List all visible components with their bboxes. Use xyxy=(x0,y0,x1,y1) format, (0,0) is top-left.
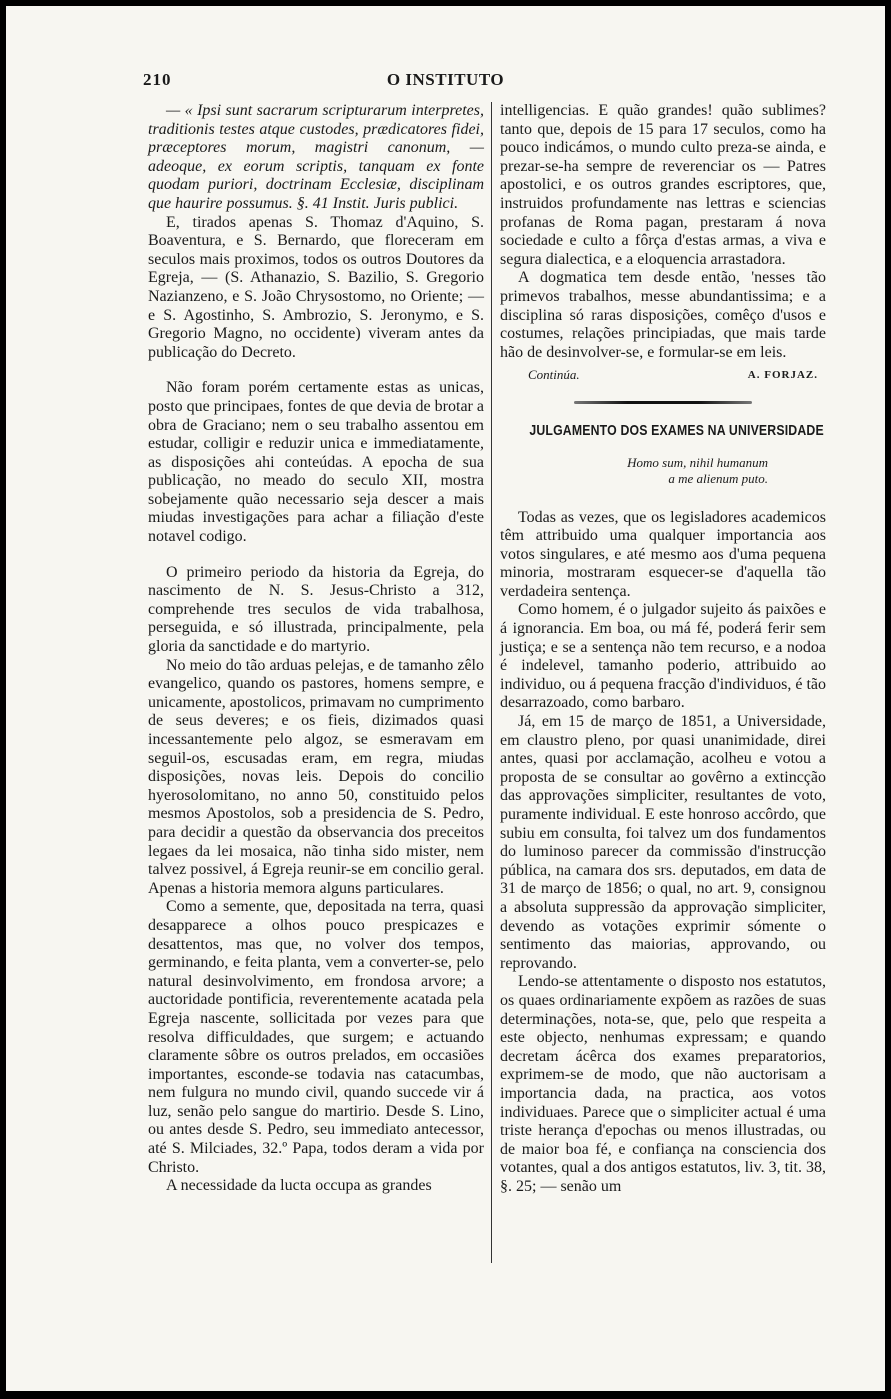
page-header xyxy=(6,64,885,94)
continued-label: Continúa. xyxy=(528,367,580,383)
epigraph-line: a me alienum puto. xyxy=(668,470,768,486)
epigraph xyxy=(500,455,768,487)
paragraph-necessity: A necessidade da lucta occupa as grandes xyxy=(166,1177,432,1195)
paragraph-legislators: Todas as vezes, que os legisladores academicos têm attribuido uma qualquer importancia aos votos singulares, e até mesmo aos d'uma pequena minoria, mostraram esquecer-se d'aquella tão verdadeira sentença. xyxy=(500,508,826,600)
column-divider xyxy=(491,102,492,1263)
paragraph-judge: Como homem, é o julgador sujeito ás paixões e á ignorancia. Em boa, ou má fé, poderá ferir sem justiça; e se a sentença não tem recurso, e a nodoa é indelevel, tamanho poderio, attribuido ao individuo, ou á pequena fracção d'individuos, é tão desarrazoado, como barbaro. xyxy=(500,601,826,712)
latin-quotation: — « Ipsi sunt sacrarum scripturarum interpretes, traditionis testes atque custodes, prædicatores fidei, præceptores morum, magistri canonum, — adeoque, ex eorum scriptis, tanquam ex fonte quodam puriori, doctrinam Ecclesiæ, disciplinam que haurire possumus. §. 41 Instit. Juris publici. xyxy=(148,102,484,212)
paragraph-statutes: Lendo-se attentamente o disposto nos estatutos, os quaes ordinariamente expõem as razões de suas determinações, nota-se, que, pelo que respeita a este objecto, nenhumas expressam; e quando decretam ácêrca dos exames preparatorios, exprimem-se de modo, que não auctorisam a importancia dada, na practica, aos votos individuaes. Parece que o simpliciter actual é uma triste herança d'epochas ou menos illustradas, ou de maior boa fé, e confiança na consciencia dos votantes, qual a dos antigos estatutos, liv. 3, tit. 38, §. 25; — senão um xyxy=(500,973,826,1195)
author-signature: A. FORJAZ. xyxy=(747,369,818,382)
paragraph-doctors: E, tirados apenas S. Thomaz d'Aquino, S. Boaventura, e S. Bernardo, que floreceram em seculos mais proximos, todos os outros Doutores da Egreja, — (S. Athanazio, S. Bazilio, S. Gregorio Nazianzeno, e S. João Chrysostomo, no Oriente; — e S. Agostinho, S. Ambrozio, S. Jeronymo, e S. Gregorio Magno, no occidente) viveram antes da publicação do Decreto. xyxy=(148,213,484,361)
running-title: O INSTITUTO xyxy=(386,70,505,89)
paragraph-seed: Como a semente, que, depositada na terra, quasi desapparece a olhos pouco prespicazes e desattentos, mas que, no volver dos tempos, germinando, e feita planta, vem a converter-se, pelo natural desinvolvimento, em frondosa arvore; a auctoridade pontificia, reverentemente acatada pela Egreja nascente, sollicitada por vezes para que resolva difficuldades, que surgem; e actuando claramente sôbre os outros prelados, em occasiões importantes, esconde-se todavia nas catacumbas, nem fulgura no mundo civil, quando succede vir á luz, senão pelo sangue do martirio. Desde S. Lino, ou antes desde S. Pedro, seu immediato antecessor, até S. Milciades, 32.º Papa, todos deram a vida por Christo. xyxy=(148,898,484,1176)
paragraph-first-period: O primeiro periodo da historia da Egreja, do nascimento de N. S. Jesus-Christo a 312, comprehende tres seculos de vida trabalhosa, perseguida, e só illustrada, principalmente, pela gloria da sanctidade e do martyrio. xyxy=(148,563,484,656)
signature-line xyxy=(500,366,826,385)
paragraph-dogmatica: A dogmatica tem desde então, 'nesses tão primevos trabalhos, messe abundantissima; e a disciplina só raras disposições, comêço d'usos e costumes, relações principiadas, que mais tarde hão de desinvolver-se, e formular-se em leis. xyxy=(500,269,826,361)
page-number: 210 xyxy=(143,70,172,89)
paragraph-sources: Não foram porém certamente estas as unicas, posto que principaes, fontes de que devia de brotar a obra de Graciano; nem o seu trabalho assentou em estudar, colligir e reduzir unica e immediatamente, as disposições ahi conteúdas. A epocha de sua publicação, no meado do seculo XII, mostra sobejamente quão necessario seja descer a mais miudas investigações para achar a filiação d'este notavel codigo. xyxy=(148,379,484,546)
newspaper-page xyxy=(6,6,885,1391)
epigraph-line: Homo sum, nihil humanum xyxy=(627,454,768,470)
paragraph-struggles: No meio do tão arduas pelejas, e de tamanho zêlo evangelico, quando os pastores, homens sempre, e unicamente, apostolicos, primavam no cumprimento de seus deveres; e os fieis, dizimados quasi incessantemente pelo algoz, se esmeravam em seguil-os, escusadas eram, em regra, miudas disposições, novas leis. Depois do concilio hyerosolomitano, no anno 50, constituido pelos mesmos Apostolos, sob a presidencia de S. Pedro, para decidir a questão da observancia dos preceitos legaes da lei mosaica, não tinha sido mister, nem talvez possivel, á Egreja reunir-se em concilio geral. Apenas a historia memora alguns particulares. xyxy=(148,656,484,897)
section-title: JULGAMENTO DOS EXAMES NA UNIVERSIDADE xyxy=(529,421,824,439)
paragraph-1851: Já, em 15 de março de 1851, a Universidade, em claustro pleno, por quasi unanimidade, direi antes, quasi por acclamação, acolheu e votou a proposta de se consultar ao govêrno a extincção das approvações simpliciter, resultantes de voto, puramente individual. E este honroso accôrdo, que subiu em consulta, foi talvez um dos fundamentos do luminoso parecer da commissão d'instrucção pública, na camara dos srs. deputados, em data de 31 de março de 1856; o qual, no art. 9, consignou a absoluta suppressão da approvação simpliciter, devendo as votações exprimir sómente o sentimento das maiorias, approvando, ou reprovando. xyxy=(500,713,826,972)
right-column xyxy=(500,102,826,1196)
left-column xyxy=(148,102,484,1196)
section-separator xyxy=(574,401,752,404)
paragraph-continuation: intelligencias. E quão grandes! quão sublimes? tanto que, depois de 15 para 17 seculos, como ha pouco indicámos, o mundo culto prezа-se ainda, e prezar-se-ha sempre de reverenciar os — Patres apostolici, e os outros grandes escriptores, que, instruidos profundamente nas lettras e sciencias profanas de Roma pagan, prestaram á nova sociedade e culto a fôrça d'estas armas, a viva e segura dialectica, e a eloquencia arrastadora. xyxy=(500,102,826,268)
